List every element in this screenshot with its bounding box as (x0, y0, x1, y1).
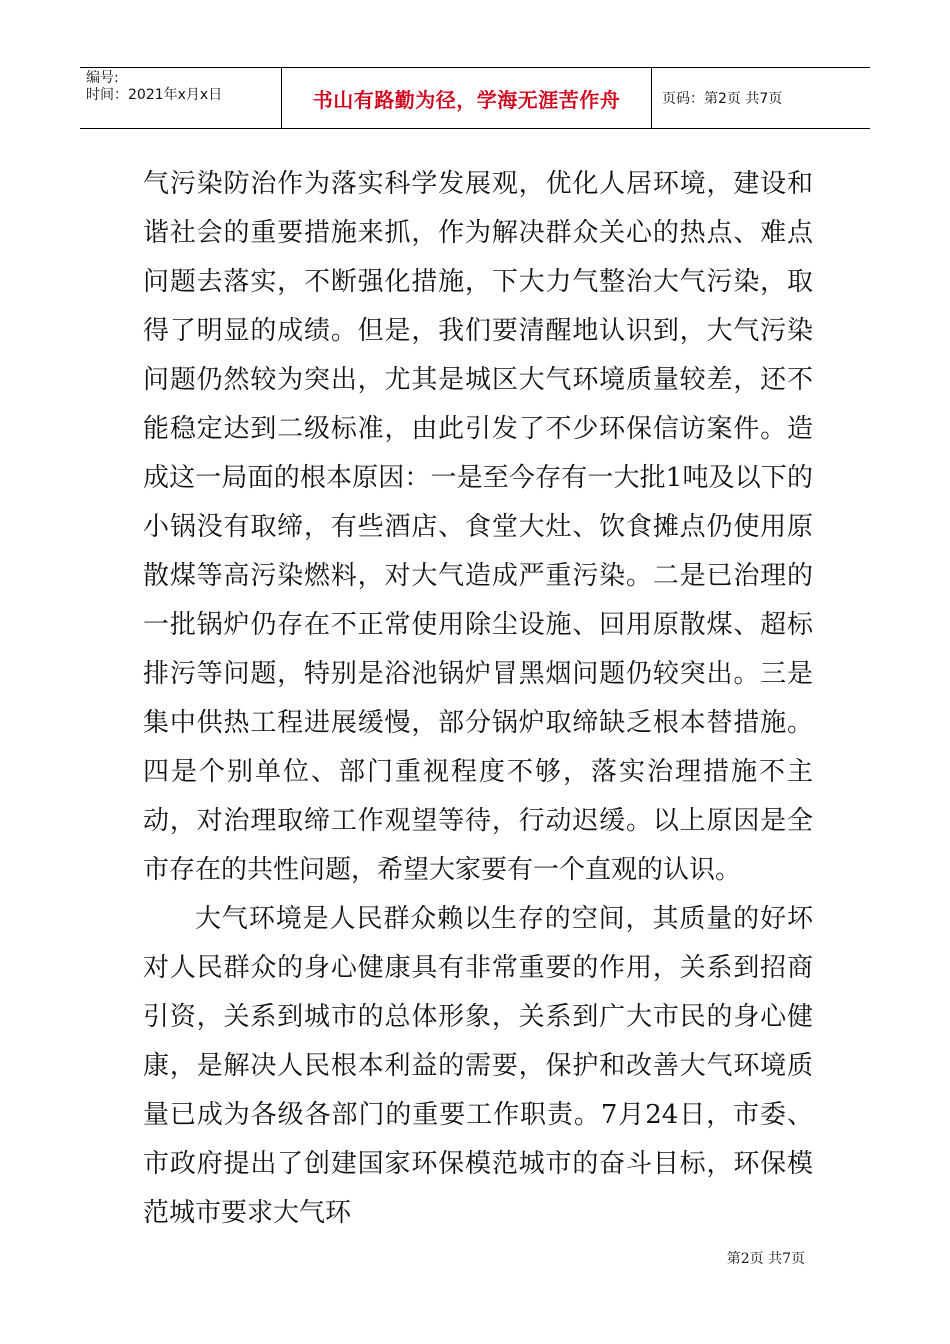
document-body (143, 160, 813, 1238)
serial-number-label: 编号: (86, 70, 119, 86)
header-page-number: 页码：第2页 共7页 (662, 91, 783, 107)
header-meta (80, 68, 282, 128)
header-motto (282, 68, 652, 128)
footer-page-number: 第2页 共7页 (726, 1251, 805, 1267)
body-paragraph-1: 气污染防治作为落实科学发展观，优化人居环境，建设和谐社会的重要措施来抓，作为解决群众关心的热点、难点问题去落实，不断强化措施，下大力气整治大气污染，取得了明显的成绩。但是，我们要清醒地认识到，大气污染问题仍然较为突出，尤其是城区大气环境质量较差，还不能稳定达到二级标准，由此引发了不少环保信访案件。造成这一局面的根本原因：一是至今存有一大批1吨及以下的小锅没有取缔，有些酒店、食堂大灶、饮食摊点仍使用原散煤等高污染燃料，对大气造成严重污染。二是已治理的一批锅炉仍存在不正常使用除尘设施、回用原散煤、超标排污等问题，特别是浴池锅炉冒黑烟问题仍较突出。三是集中供热工程进展缓慢，部分锅炉取缔缺乏根本替措施。四是个别单位、部门重视程度不够，落实治理措施不主动，对治理取缔工作观望等待，行动迟缓。以上原因是全市存在的共性问题，希望大家要有一个直观的认识。 (143, 169, 813, 885)
motto-text: 书山有路勤为径，学海无涯苦作舟 (312, 87, 621, 112)
page-footer (727, 1248, 805, 1268)
date-label: 时间：2021年x月x日 (86, 87, 223, 103)
header-page-info (652, 68, 870, 128)
body-paragraph-2: 大气环境是人民群众赖以生存的空间，其质量的好坏对人民群众的身心健康具有非常重要的作用，关系到招商引资，关系到城市的总体形象，关系到广大市民的身心健康，是解决人民根本利益的需要，保护和改善大气环境质量已成为各级各部门的重要工作职责。7月24日，市委、市政府提出了创建国家环保模范城市的奋斗目标，环保模范城市要求大气环 (143, 904, 813, 1228)
page-header (80, 67, 870, 129)
